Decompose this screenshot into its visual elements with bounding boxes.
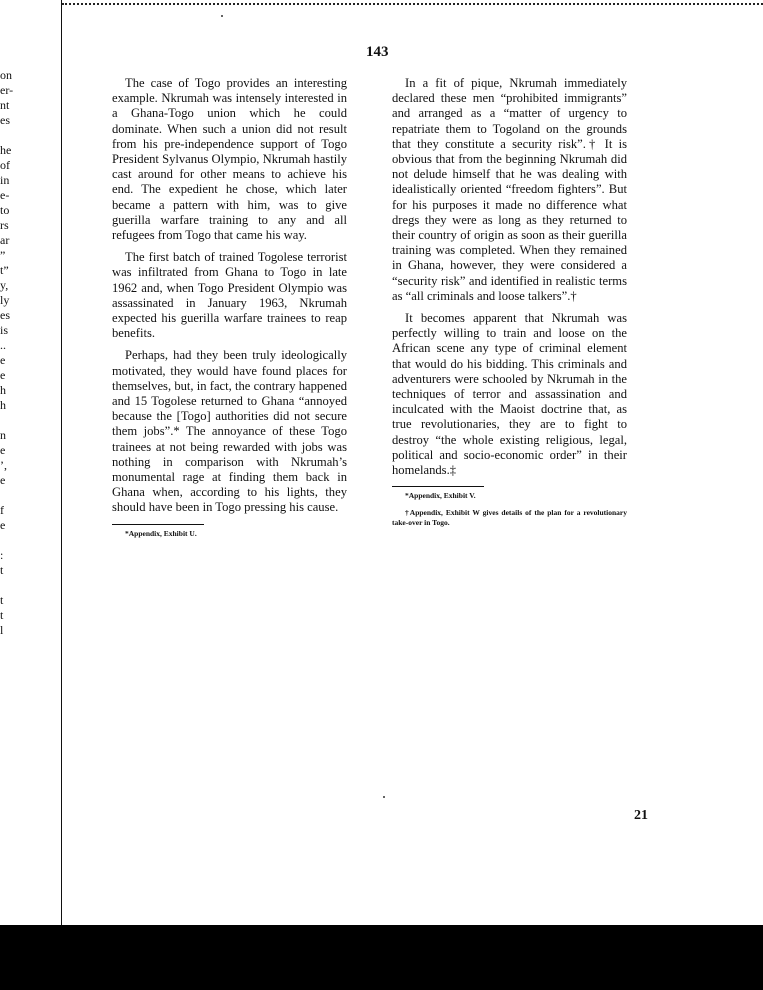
- footnote-rule: [112, 524, 204, 525]
- footnote: *Appendix, Exhibit V.: [405, 491, 476, 501]
- folio-number: 21: [634, 808, 648, 823]
- footnote-rule: [392, 486, 484, 487]
- left-column: [112, 76, 347, 546]
- right-column: [392, 76, 627, 535]
- paragraph: It becomes apparent that Nkrumah was perfectly willing to train and loose on the African scene any type of criminal element that would do his bidding. This criminals and adventurers were schooled by Nkrumah in the techniques of terror and assassination and inculcated with the Maoist doctrine that, as true revolutionaries, they are to fight to destroy “the whole existing religious, legal, political and socio-economic order” in their homelands.‡: [392, 311, 627, 478]
- paragraph: The first batch of trained Togolese terrorist was infiltrated from Ghana to Togo in late 1962 and, when Togo President Olympio was assassinated in January 1963, Nkrumah expected his guerilla warfare trainees to reap benefits.: [112, 250, 347, 341]
- page-top-edge: [62, 3, 763, 5]
- scan-background: [0, 925, 61, 990]
- paragraph: In a fit of pique, Nkrumah immediately declared these men “prohibited immigrants” and arranged as a “matter of urgency to repatriate them to Togoland on the grounds that they constitute a security risk”.† It is obvious that from the beginning Nkrumah did not delude himself that he was dealing with idealistically oriented “freedom fighters”. But for his purposes it made no difference what dregs they were as long as they returned to their country of origin as soon as their guerilla training was completed. When they remained in Ghana, however, they were considered a “security risk” and identified in realistic terms as “all criminals and loose talkers”.†: [392, 76, 627, 303]
- footnote: *Appendix, Exhibit U.: [125, 528, 197, 538]
- footnote: †Appendix, Exhibit W gives details of the plan for a revolutionary take-over in Togo.: [392, 508, 627, 528]
- scan-speck: [221, 15, 223, 17]
- paragraph: Perhaps, had they been truly ideologically motivated, they would have found places for themselves, but, in fact, the contrary happened and 15 Togolese returned to Ghana “annoyed because the [Togo] authorities did not secure them jobs”.* The annoyance of these Togo trainees at not being rewarded with jobs was nothing in comparison with Nkrumah’s monumental rage at finding them back in Ghana when, according to his lights, they should have been in Togo pressing his cause.: [112, 348, 347, 515]
- page-number: 143: [366, 44, 389, 60]
- facing-page-text-fragments: on er- nt es he of in e- to rs ar ” t” y, ly es is .. e e h h n e ’, e f e : t t t l: [0, 68, 14, 637]
- paragraph: The case of Togo provides an interesting example. Nkrumah was intensely interested in a Ghana-Togo union which he could dominate. When such a union did not result from his pre-independence support of Togo President Sylvanus Olympio, Nkrumah hastily cast around for other means to achieve his end. The expedient he chose, which later became a pattern with him, was to give guerilla warfare training to any and all refugees from Togo that came his way.: [112, 76, 347, 243]
- scan-speck: [383, 796, 385, 798]
- facing-page-gutter: [0, 0, 62, 925]
